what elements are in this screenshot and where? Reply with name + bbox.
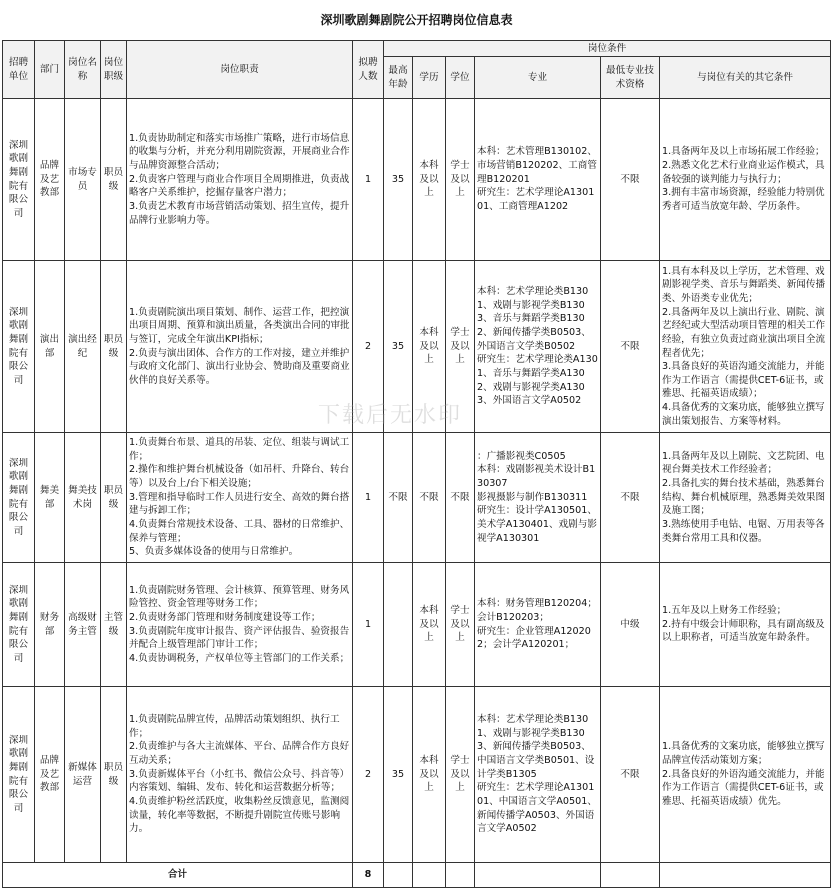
- cell-count: 1: [353, 433, 384, 563]
- header-duties: 岗位职责: [127, 41, 353, 99]
- cell-dept: 财务部: [35, 563, 65, 687]
- cell-min-qual: 不限: [601, 261, 660, 433]
- cell-max-age: 35: [384, 261, 413, 433]
- cell-dept: 品牌及艺教部: [35, 687, 65, 863]
- cell-education: 不限: [413, 433, 446, 563]
- cell-education: 本科及以上: [413, 261, 446, 433]
- cell-major: 本科：艺术学理论类B1301、戏剧与影视学类B1303、新闻传播学类B0503、中国语言文学类B0501、设计学类B1305 研究生：艺术学理论A130101、中国语言文学A0501、新闻传播学A0503、外国语言文学A0502: [475, 687, 601, 863]
- cell-major: ：广播影视类C0505 本科：戏剧影视美术设计B130307 影视摄影与制作B130311 研究生：设计学A130501、美术学A130401、戏剧与影视学A130301: [475, 433, 601, 563]
- cell-other: 1.具备两年及以上市场拓展工作经验； 2.熟悉文化艺术行业商业运作模式，具备较强的谈判能力与执行力； 3.拥有丰富市场资源，经验能力特别优秀者可适当放宽年龄、学历条件。: [660, 99, 831, 261]
- table-row: [3, 687, 831, 863]
- cell-unit: 深圳歌剧舞剧院有限公司: [3, 261, 35, 433]
- cell-max-age: 不限: [384, 433, 413, 563]
- cell-major: 本科：艺术学理论类B1301、戏剧与影视学类B1303、音乐与舞蹈学类B1302、新闻传播学类B0503、外国语言文学类B0502 研究生：艺术学理论类A1301、音乐与舞蹈学类A1302、戏剧与影视学类A1303、外国语言文学A0502: [475, 261, 601, 433]
- header-min-qual: 最低专业技术资格: [601, 57, 660, 99]
- header-max-age: 最高年龄: [384, 57, 413, 99]
- cell-post-level: 主管级: [101, 563, 127, 687]
- cell-max-age: 35: [384, 687, 413, 863]
- header-education: 学历: [413, 57, 446, 99]
- cell-degree: 不限: [446, 433, 475, 563]
- cell-unit: 深圳歌剧舞剧院有限公司: [3, 563, 35, 687]
- cell-count: 1: [353, 563, 384, 687]
- header-other: 与岗位有关的其它条件: [660, 57, 831, 99]
- cell-major: 本科：艺术管理B130102、市场营销B120202、工商管理B120201 研究生：艺术学理论A130101、工商管理A1202: [475, 99, 601, 261]
- table-row: [3, 99, 831, 261]
- cell-duties: 1.负责剧院品牌宣传，品牌活动策划组织、执行工作； 2.负责维护与各大主流媒体、平台、品牌合作方良好互动关系； 3.负责新媒体平台（小红书、微信公众号、抖音等）内容策划、编辑、发布、转化和运营数据分析等； 4.负责维护粉丝活跃度，收集粉丝反馈意见，监测阅读量，转化率等数据，不断提升剧院宣传账号影响力。: [127, 687, 353, 863]
- cell-unit: 深圳歌剧舞剧院有限公司: [3, 99, 35, 261]
- table-row: [3, 261, 831, 433]
- page-title: 深圳歌剧舞剧院公开招聘岗位信息表: [320, 13, 513, 27]
- header-dept: 部门: [35, 41, 65, 99]
- cell-education: 本科及以上: [413, 99, 446, 261]
- recruitment-table: [2, 40, 831, 888]
- header-conditions: 岗位条件: [384, 41, 831, 57]
- cell-post-name: 高级财务主管: [65, 563, 101, 687]
- cell-post-name: 市场专员: [65, 99, 101, 261]
- total-blank: [446, 863, 475, 888]
- cell-count: 2: [353, 261, 384, 433]
- header-unit: 招聘单位: [3, 41, 35, 99]
- cell-other: 1.具备两年及以上剧院、文艺院团、电视台舞美技术工作经验者； 2.具备扎实的舞台技术基础，熟悉舞台结构、舞台机械原理，熟悉舞美效果图及施工图； 3.熟练使用手电钻、电锯、万用表等各类舞台常用工具和仪器。: [660, 433, 831, 563]
- cell-min-qual: 不限: [601, 433, 660, 563]
- cell-other: 1.具有本科及以上学历，艺术管理、戏剧影视学类、音乐与舞蹈类、新闻传播类、外语类专业优先； 2.具备两年及以上演出行业、剧院、演艺经纪或大型活动项目管理的相关工作经验，有独立负责过商业演出项目全流程者优先； 3.具备良好的英语沟通交流能力，并能作为工作语言（需提供CET-6证书，或雅思、托福英语成绩）； 4.具备优秀的文案功底，能够独立撰写演出策划报告、方案等材料。: [660, 261, 831, 433]
- cell-duties: 1.负责剧院演出项目策划、制作、运营工作，把控演出项目周期、预算和演出质量，各类演出合同的审批与签订，完成全年演出KPI指标； 2.负责与演出团体、合作方的工作对接，建立并维护与政府文化部门、演出行业协会、赞助商及重要商业伙伴的良好关系等。: [127, 261, 353, 433]
- total-label: 合计: [3, 863, 353, 888]
- header-degree: 学位: [446, 57, 475, 99]
- cell-dept: 舞美部: [35, 433, 65, 563]
- header-post-name: 岗位名称: [65, 41, 101, 99]
- total-blank: [601, 863, 660, 888]
- cell-post-name: 演出经纪: [65, 261, 101, 433]
- cell-min-qual: 中级: [601, 563, 660, 687]
- cell-post-level: 职员级: [101, 687, 127, 863]
- cell-major: 本科：财务管理B120204；会计B120203； 研究生：企业管理A120202；会计学A120201；: [475, 563, 601, 687]
- cell-degree: 学士及以上: [446, 261, 475, 433]
- cell-post-level: 职员级: [101, 433, 127, 563]
- cell-post-name: 舞美技术岗: [65, 433, 101, 563]
- cell-max-age: 35: [384, 99, 413, 261]
- header-major: 专业: [475, 57, 601, 99]
- cell-min-qual: 不限: [601, 687, 660, 863]
- cell-duties: 1.负责协助制定和落实市场推广策略，进行市场信息的收集与分析，并充分利用剧院资源，开展商业合作与品牌资源整合活动； 2.负责客户管理与商业合作项目全周期推进，负责战略客户关系维护，挖掘存量客户潜力； 3.负责艺术教育市场营销活动策划、招生宣传，提升品牌行业影响力等。: [127, 99, 353, 261]
- cell-other: 1.五年及以上财务工作经验； 2.持有中级会计师职称，具有副高级及以上职称者，可适当放宽年龄条件。: [660, 563, 831, 687]
- cell-post-name: 新媒体运营: [65, 687, 101, 863]
- cell-post-level: 职员级: [101, 261, 127, 433]
- cell-post-level: 职员级: [101, 99, 127, 261]
- cell-degree: 学士及以上: [446, 687, 475, 863]
- cell-dept: 品牌及艺教部: [35, 99, 65, 261]
- total-blank: [384, 863, 413, 888]
- cell-education: 本科及以上: [413, 687, 446, 863]
- cell-unit: 深圳歌剧舞剧院有限公司: [3, 433, 35, 563]
- cell-count: 1: [353, 99, 384, 261]
- table-row: [3, 433, 831, 563]
- cell-max-age: [384, 563, 413, 687]
- cell-degree: 学士及以上: [446, 99, 475, 261]
- cell-unit: 深圳歌剧舞剧院有限公司: [3, 687, 35, 863]
- total-blank: [413, 863, 446, 888]
- cell-dept: 演出部: [35, 261, 65, 433]
- cell-count: 2: [353, 687, 384, 863]
- total-blank: [660, 863, 831, 888]
- cell-other: 1.具备优秀的文案功底，能够独立撰写品牌宣传活动策划方案； 2.具备良好的外语沟通交流能力，并能作为工作语言（需提供CET-6证书，或雅思、托福英语成绩）优先。: [660, 687, 831, 863]
- header-post-level: 岗位职级: [101, 41, 127, 99]
- cell-min-qual: 不限: [601, 99, 660, 261]
- cell-degree: 学士及以上: [446, 563, 475, 687]
- watermark: 下载后无水印: [318, 403, 463, 428]
- table-row: [3, 563, 831, 687]
- cell-education: 本科及以上: [413, 563, 446, 687]
- total-blank: [475, 863, 601, 888]
- total-count: 8: [353, 863, 384, 888]
- cell-duties: 1.负责舞台布景、道具的吊装、定位、组装与调试工作； 2.操作和维护舞台机械设备（如吊杆、升降台、转台等）以及台上/台下相关设施； 3.管理和指导临时工作人员进行安全、高效的舞台搭建与拆卸工作； 4.负责舞台常规技术设备、工具、器材的日常维护、保养与管理； 5、负责多媒体设备的使用与日常维护。: [127, 433, 353, 563]
- header-count: 拟聘人数: [353, 41, 384, 99]
- cell-duties: 1.负责剧院财务管理、会计核算、预算管理、财务风险管控、资金管理等财务工作； 2.负责财务部门管理和财务制度建设等工作； 3.负责剧院年度审计报告、资产评估报告、验资报告并配合上级管理部门审计工作； 4.负责协调税务，产权单位等主管部门的工作关系；: [127, 563, 353, 687]
